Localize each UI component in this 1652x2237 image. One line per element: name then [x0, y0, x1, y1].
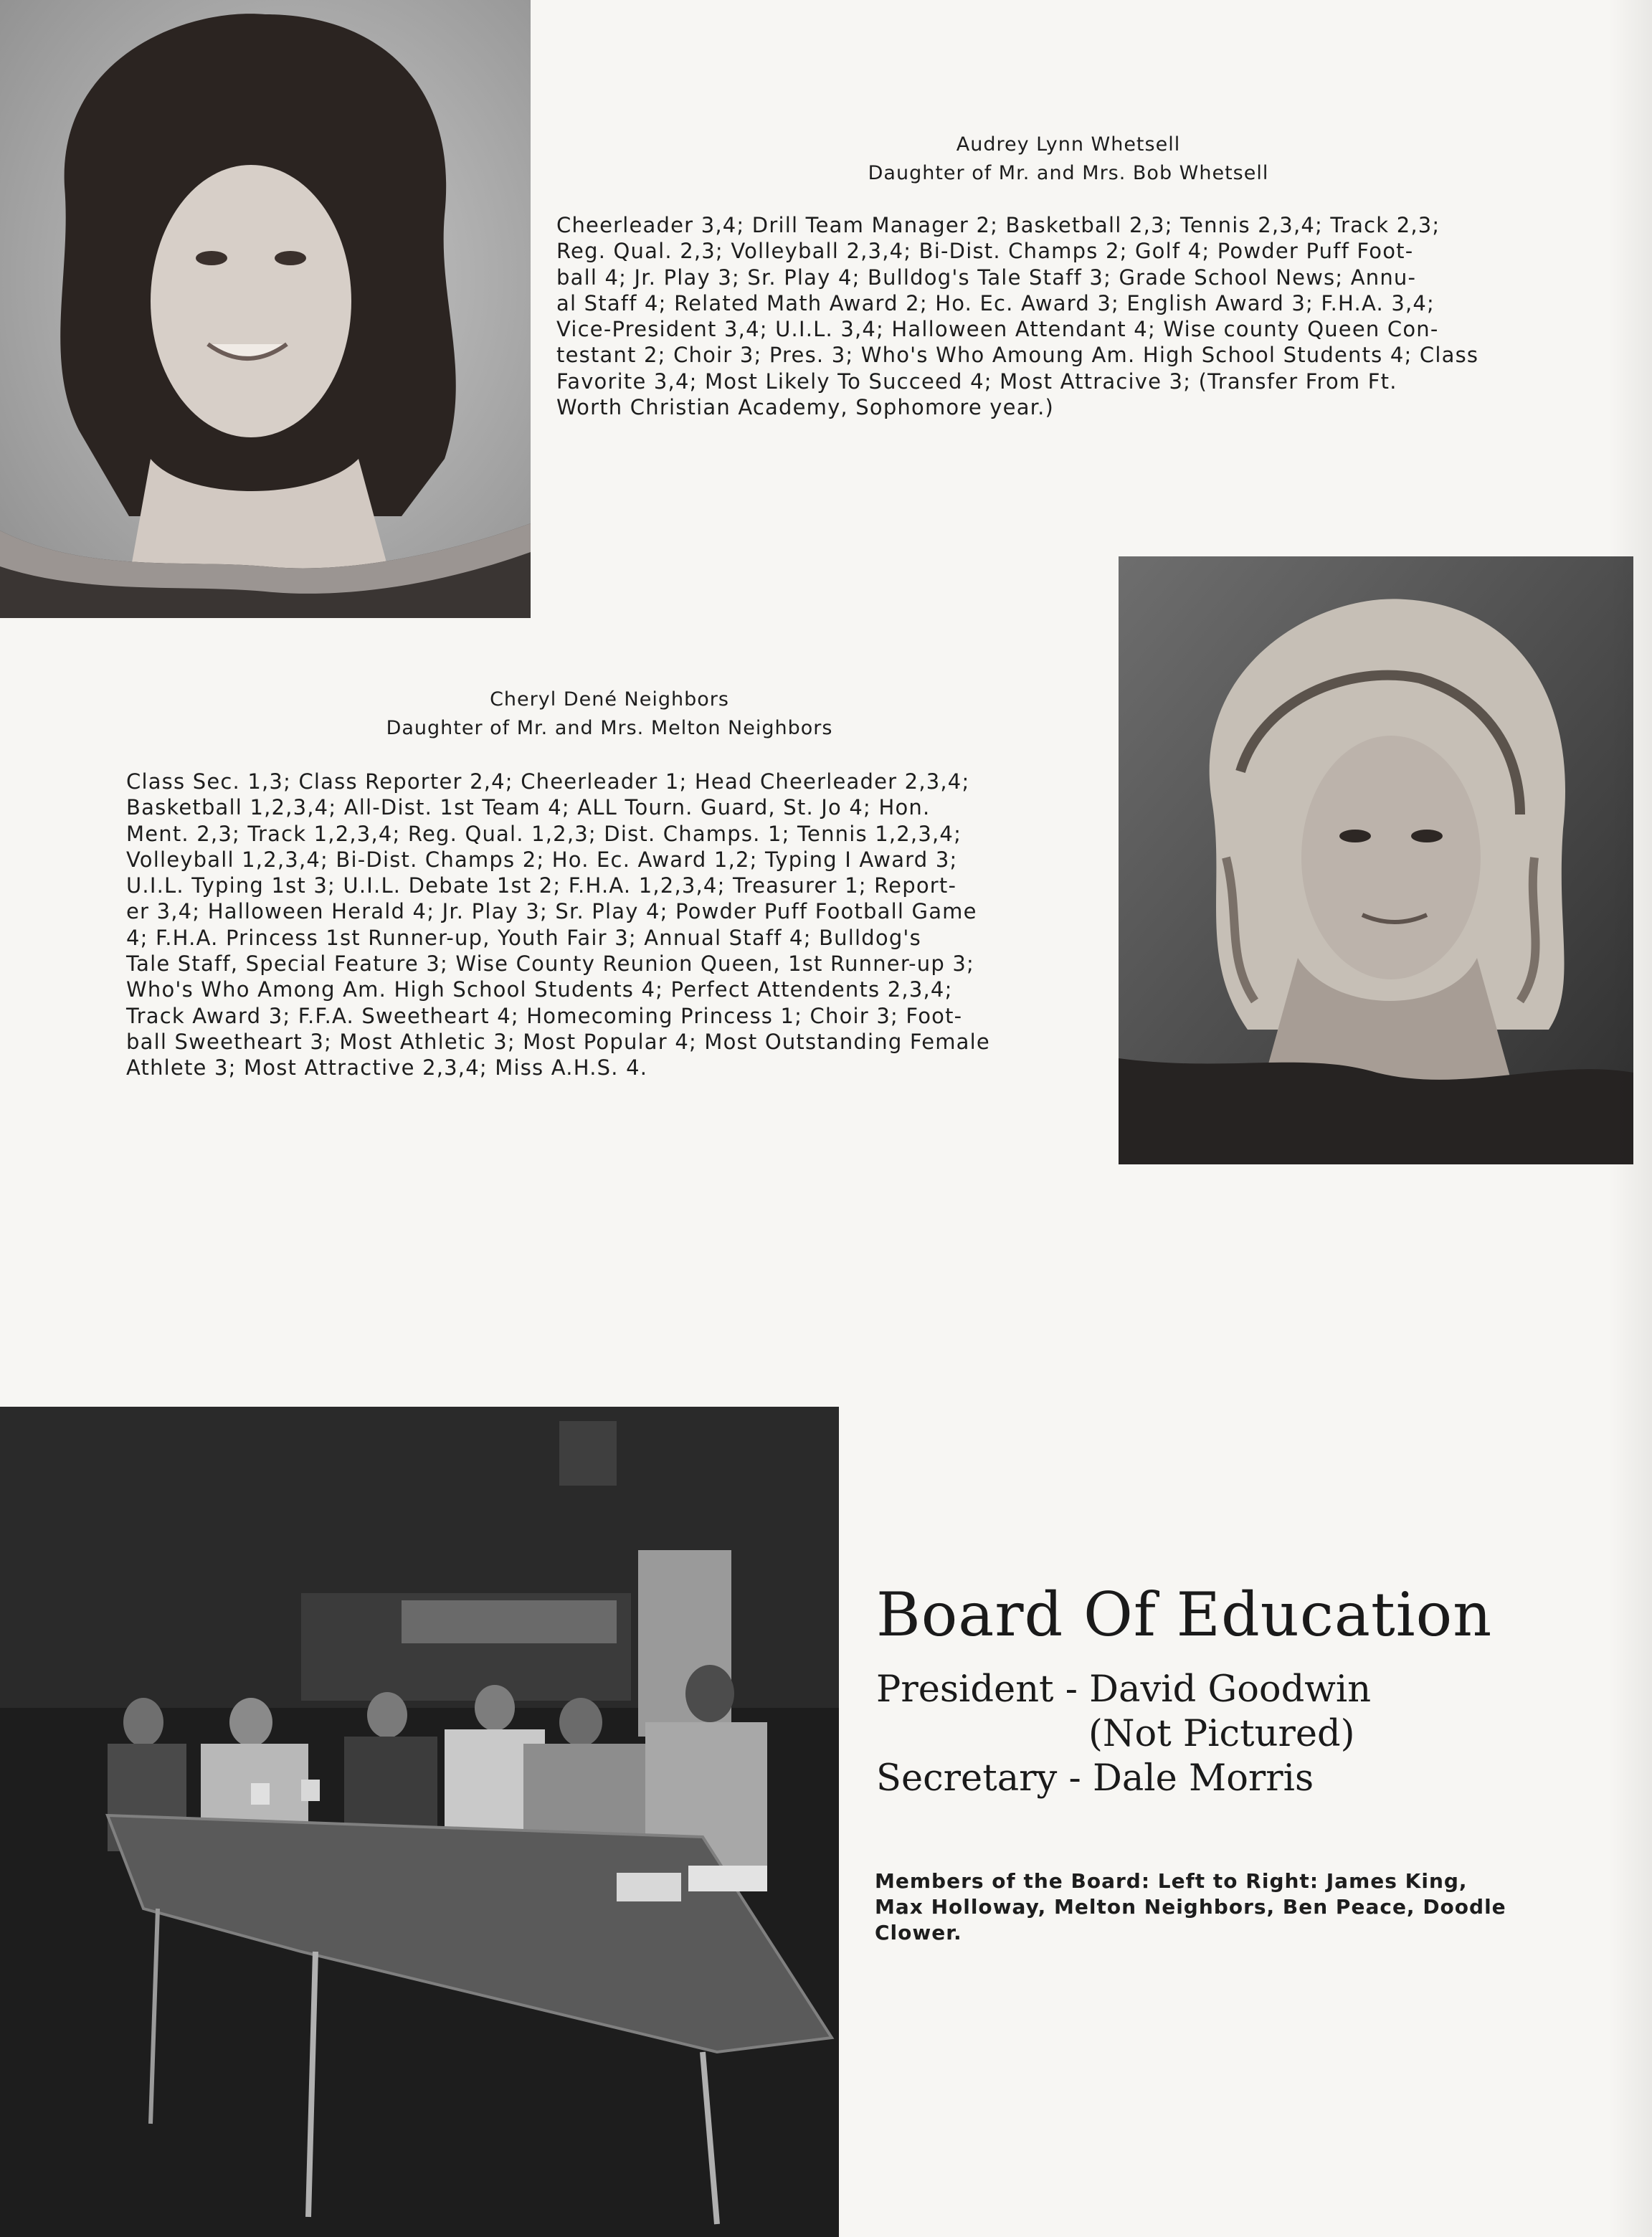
- bio-line: er 3,4; Halloween Herald 4; Jr. Play 3; Sr. Play 4; Powder Puff Football Game: [126, 899, 977, 924]
- bio-line: ball 4; Jr. Play 3; Sr. Play 4; Bulldog's Tale Staff 3; Grade School News; Annu-: [556, 265, 1417, 290]
- bio-line: Basketball 1,2,3,4; All-Dist. 1st Team 4; ALL Tourn. Guard, St. Jo 4; Hon.: [126, 795, 931, 820]
- student2-parents: Daughter of Mr. and Mrs. Melton Neighbors: [386, 717, 833, 739]
- student2-bio: [126, 769, 990, 1081]
- bio-line: testant 2; Choir 3; Pres. 3; Who's Who Amoung Am. High School Students 4; Class: [556, 343, 1479, 368]
- portrait-audrey-whetsell: [0, 0, 531, 618]
- bio-line: Tale Staff, Special Feature 3; Wise County Reunion Queen, 1st Runner-up 3;: [126, 951, 975, 977]
- student2-name-block: [308, 685, 911, 743]
- bio-line: 4; F.H.A. Princess 1st Runner-up, Youth Fair 3; Annual Staff 4; Bulldog's: [126, 925, 921, 950]
- bio-line: ball Sweetheart 3; Most Athletic 3; Most Popular 4; Most Outstanding Female: [126, 1029, 990, 1054]
- student1-bio: [556, 212, 1478, 420]
- board-meeting-photo: [0, 1407, 839, 2237]
- bio-line: Cheerleader 3,4; Drill Team Manager 2; Basketball 2,3; Tennis 2,3,4; Track 2,3;: [556, 213, 1440, 237]
- secretary-line: Secretary - Dale Morris: [876, 1757, 1314, 1800]
- portrait-cheryl-neighbors: [1119, 556, 1633, 1164]
- bio-line: Worth Christian Academy, Sophomore year.): [556, 395, 1055, 420]
- bio-line: Favorite 3,4; Most Likely To Succeed 4; Most Attracive 3; (Transfer From Ft.: [556, 369, 1397, 394]
- student2-name: Cheryl Dené Neighbors: [490, 688, 729, 711]
- bio-line: Athlete 3; Most Attractive 2,3,4; Miss A.H.S. 4.: [126, 1055, 648, 1080]
- bio-line: Volleyball 1,2,3,4; Bi-Dist. Champs 2; Ho. Ec. Award 1,2; Typing I Award 3;: [126, 847, 958, 872]
- student1-name-block: [789, 130, 1348, 188]
- bio-line: U.I.L. Typing 1st 3; U.I.L. Debate 1st 2; F.H.A. 1,2,3,4; Treasurer 1; Report-: [126, 873, 957, 898]
- board-members-caption: [875, 1868, 1563, 1946]
- bio-line: Reg. Qual. 2,3; Volleyball 2,3,4; Bi-Dist. Champs 2; Golf 4; Powder Puff Foot-: [556, 239, 1414, 264]
- board-title: Board Of Education: [876, 1580, 1493, 1650]
- president-line: President - David Goodwin: [876, 1668, 1372, 1711]
- bio-line: Who's Who Among Am. High School Students 4; Perfect Attendents 2,3,4;: [126, 977, 953, 1002]
- caption-line: Max Holloway, Melton Neighbors, Ben Peace, Doodle: [875, 1895, 1506, 1919]
- bio-line: Vice-President 3,4; U.I.L. 3,4; Halloween Attendant 4; Wise county Queen Con-: [556, 317, 1439, 342]
- bio-line: Track Award 3; F.F.A. Sweetheart 4; Homecoming Princess 1; Choir 3; Foot-: [126, 1003, 963, 1028]
- student1-parents: Daughter of Mr. and Mrs. Bob Whetsell: [868, 162, 1269, 184]
- student1-name: Audrey Lynn Whetsell: [956, 133, 1181, 156]
- bio-line: Ment. 2,3; Track 1,2,3,4; Reg. Qual. 1,2,3; Dist. Champs. 1; Tennis 1,2,3,4;: [126, 821, 962, 846]
- bio-line: al Staff 4; Related Math Award 2; Ho. Ec. Award 3; English Award 3; F.H.A. 3,4;: [556, 290, 1435, 315]
- bio-line: Class Sec. 1,3; Class Reporter 2,4; Cheerleader 1; Head Cheerleader 2,3,4;: [126, 769, 970, 794]
- not-pictured-note: (Not Pictured): [1088, 1713, 1355, 1755]
- caption-line: Members of the Board: Left to Right: James King,: [875, 1869, 1468, 1893]
- caption-line: Clower.: [875, 1921, 962, 1944]
- page-edge-shadow: [1609, 0, 1652, 2237]
